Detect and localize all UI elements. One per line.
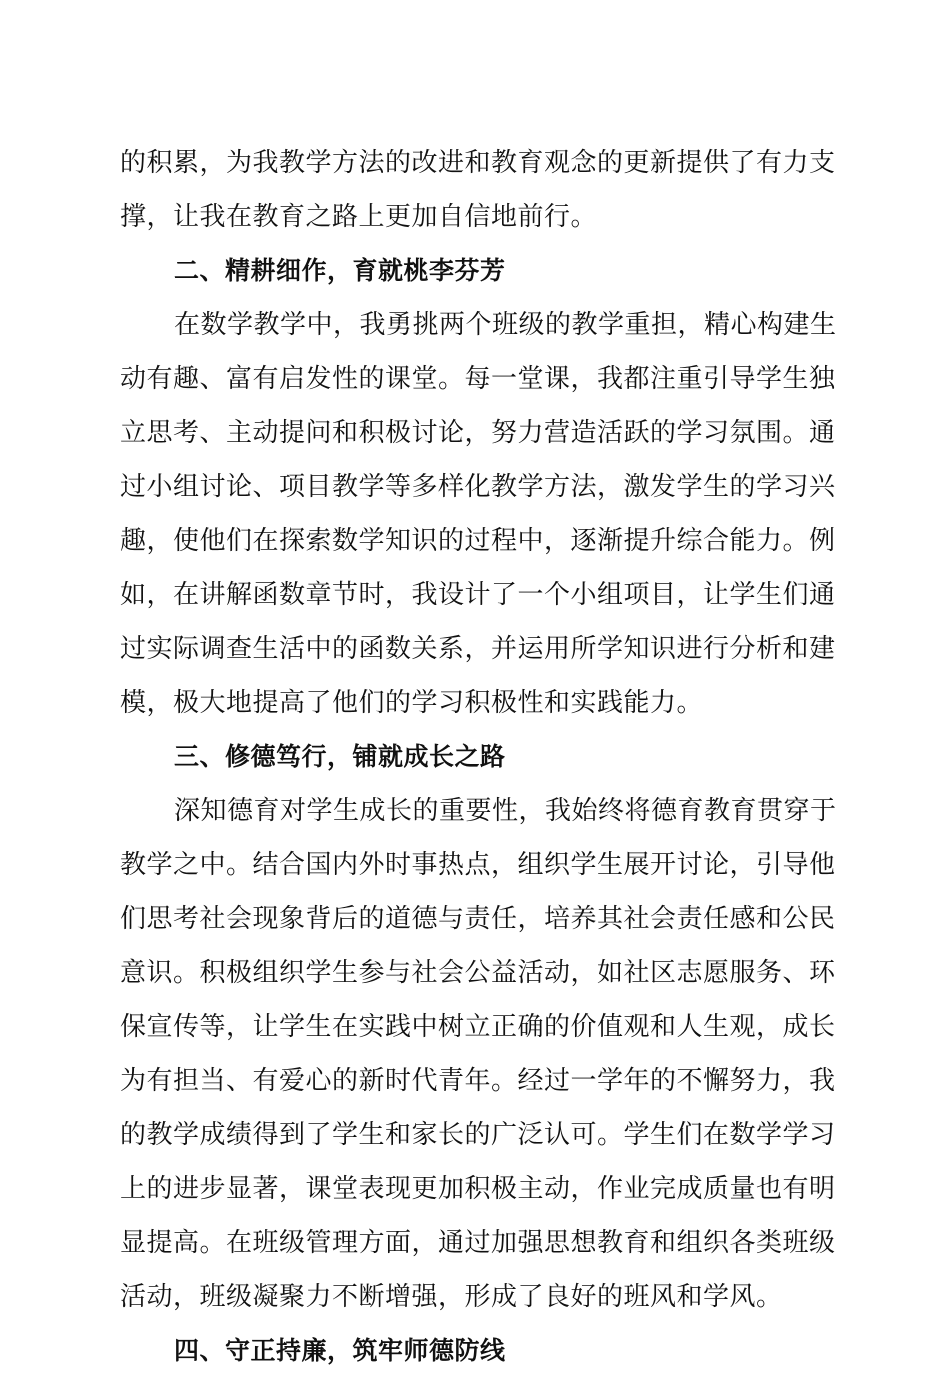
section-heading: 三、修德笃行，铺就成长之路 — [174, 742, 506, 771]
paragraph-line: 模，极大地提高了他们的学习积极性和实践能力。 — [120, 688, 704, 718]
paragraph-line: 意识。积极组织学生参与社会公益活动，如社区志愿服务、环 — [120, 958, 836, 988]
paragraph-line: 在数学教学中，我勇挑两个班级的教学重担，精心构建生 — [174, 310, 837, 340]
paragraph-line: 保宣传等，让学生在实践中树立正确的价值观和人生观，成长 — [120, 1012, 836, 1042]
paragraph-line: 动有趣、富有启发性的课堂。每一堂课，我都注重引导学生独 — [120, 364, 836, 394]
section-heading: 二、精耕细作，育就桃李芬芳 — [174, 256, 506, 285]
paragraph-line: 为有担当、有爱心的新时代青年。经过一学年的不懈努力，我 — [120, 1066, 836, 1096]
paragraph-line: 教学之中。结合国内外时事热点，组织学生展开讨论，引导他 — [120, 850, 836, 880]
section-heading: 四、守正持廉，筑牢师德防线 — [174, 1336, 506, 1365]
paragraph-line: 过小组讨论、项目教学等多样化教学方法，激发学生的学习兴 — [120, 472, 836, 502]
paragraph-line: 趣，使他们在探索数学知识的过程中，逐渐提升综合能力。例 — [120, 526, 836, 556]
paragraph-line: 们思考社会现象背后的道德与责任，培养其社会责任感和公民 — [120, 904, 836, 934]
paragraph-line: 撑，让我在教育之路上更加自信地前行。 — [120, 202, 598, 232]
paragraph-line: 上的进步显著，课堂表现更加积极主动，作业完成质量也有明 — [120, 1174, 836, 1204]
paragraph-line: 如，在讲解函数章节时，我设计了一个小组项目，让学生们通 — [120, 580, 836, 610]
document-body — [120, 136, 837, 1378]
paragraph-line: 显提高。在班级管理方面，通过加强思想教育和组织各类班级 — [120, 1228, 836, 1258]
paragraph-line: 过实际调查生活中的函数关系，并运用所学知识进行分析和建 — [120, 634, 836, 664]
paragraph-line: 的教学成绩得到了学生和家长的广泛认可。学生们在数学学习 — [120, 1120, 836, 1150]
paragraph-line: 的积累，为我教学方法的改进和教育观念的更新提供了有力支 — [120, 148, 836, 178]
paragraph-line: 立思考、主动提问和积极讨论，努力营造活跃的学习氛围。通 — [120, 418, 836, 448]
paragraph-line: 活动，班级凝聚力不断增强，形成了良好的班风和学风。 — [120, 1282, 783, 1312]
paragraph-line: 深知德育对学生成长的重要性，我始终将德育教育贯穿于 — [174, 796, 837, 826]
